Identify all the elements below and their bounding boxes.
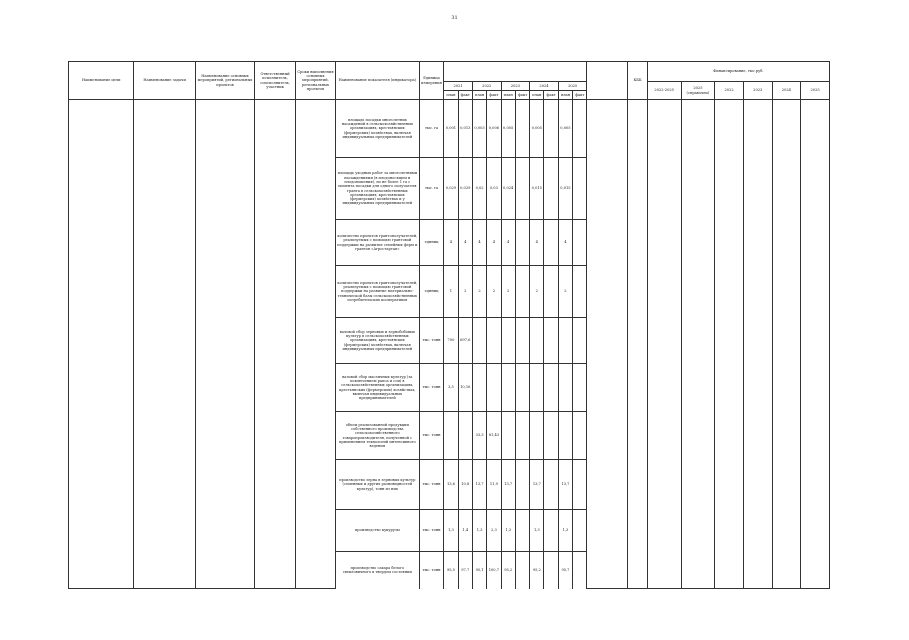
header-plan: план [444, 91, 458, 100]
header-terms: Сроки выполнения основных мероприятий, региональных проектов [296, 62, 336, 100]
unit-cell: тыс. тонн [419, 318, 444, 364]
value-cell: 4 [530, 220, 544, 266]
value-cell [544, 460, 558, 510]
value-cell: 95,2 [501, 552, 515, 589]
value-cell: 95,1 [472, 552, 486, 589]
value-cell: 0,029 [444, 158, 458, 220]
value-cell [544, 510, 558, 552]
value-cell: 4 [444, 220, 458, 266]
value-cell: 13,7 [472, 460, 486, 510]
value-cell [558, 412, 572, 460]
header-year: 2022 [472, 82, 501, 91]
value-cell [515, 318, 529, 364]
header-indicator: Наименование показателя (индикатора) [335, 62, 419, 100]
value-cell: 0,005 [530, 100, 544, 158]
unit-cell: тыс. тонн [419, 460, 444, 510]
finance-cell [772, 100, 801, 589]
header-fact: факт [487, 91, 501, 100]
value-cell: 2 [501, 266, 515, 318]
indicator-cell: производство сахара белого свекловичного в твердом состоянии [335, 552, 419, 589]
value-cell: 1,3 [530, 510, 544, 552]
header-fin-year: 2022 [715, 82, 744, 100]
value-cell [530, 318, 544, 364]
value-cell: 0,029 [458, 158, 472, 220]
finance-cell [681, 100, 715, 589]
finance-cell [715, 100, 744, 589]
unit-cell: тыс. га [419, 100, 444, 158]
value-cell [544, 266, 558, 318]
header-finance: Финансирование, тыс.руб. [647, 62, 829, 82]
header-plan: план [530, 91, 544, 100]
table-row [69, 100, 830, 158]
header-fin-year: 2025 [801, 82, 830, 100]
value-cell [444, 412, 458, 460]
value-cell [515, 460, 529, 510]
value-cell: 1,3 [501, 510, 515, 552]
value-cell [573, 364, 587, 412]
value-cell: 2 [558, 266, 572, 318]
value-cell [573, 220, 587, 266]
header-responsible: Ответственный исполнитель, соисполнитель, участник [255, 62, 296, 100]
finance-cell [743, 100, 772, 589]
value-cell [501, 364, 515, 412]
value-cell [501, 318, 515, 364]
task-cell [134, 100, 195, 589]
value-cell: 2 [530, 266, 544, 318]
value-cell: 4 [458, 220, 472, 266]
header-plan: план [558, 91, 572, 100]
value-cell: 81,43 [487, 412, 501, 460]
value-cell [544, 552, 558, 589]
header-goal: Наименование цели [69, 62, 134, 100]
value-cell: 13,7 [558, 460, 572, 510]
value-cell: 33,3 [472, 412, 486, 460]
header-year: 2023 [501, 82, 530, 91]
value-cell: 2 [458, 266, 472, 318]
value-cell: 1,4 [458, 510, 472, 552]
value-cell: 13,7 [501, 460, 515, 510]
value-cell [515, 100, 529, 158]
value-cell: 4 [501, 220, 515, 266]
unit-cell: тыс. тонн [419, 412, 444, 460]
value-cell [515, 158, 529, 220]
value-cell [515, 364, 529, 412]
value-cell [558, 318, 572, 364]
indicator-cell: площадь уходных работ за многолетними насаждениями (в плодоносящем и плодоношения), но не более 1 га с момента посадки для одного получателя гранта в сельскохозяйственных организациях, крестьянских (фермерских) хозяйствах и у индивидуальных предпринимателей [335, 158, 419, 220]
value-cell [573, 100, 587, 158]
value-cell: 700 [444, 318, 458, 364]
value-cell: 2 [487, 266, 501, 318]
value-cell [472, 364, 486, 412]
value-cell [573, 552, 587, 589]
value-cell: 1,3 [472, 510, 486, 552]
value-cell: 0,013 [458, 100, 472, 158]
header-events: Наименование основных мероприятий, региональных проектов [195, 62, 254, 100]
value-cell [544, 100, 558, 158]
value-cell [573, 318, 587, 364]
header-fact: факт [458, 91, 472, 100]
value-cell [544, 220, 558, 266]
value-cell [573, 412, 587, 460]
value-cell: 10,8 [458, 460, 472, 510]
value-cell: 0,024 [501, 158, 515, 220]
value-cell [573, 266, 587, 318]
indicator-cell: объем реализованной продукции собственного производства сельскохозяйственного товаропроизводителя, полученной с применением технологий интенсивного ведения [335, 412, 419, 460]
value-cell: 0,005 [501, 100, 515, 158]
indicator-cell: производство зерна в зерновых культур (семенных и других разновидностей культур), тонн из них [335, 460, 419, 510]
value-cell [530, 412, 544, 460]
value-cell [530, 364, 544, 412]
value-cell [558, 364, 572, 412]
value-cell: 0,015 [530, 158, 544, 220]
value-cell [515, 266, 529, 318]
value-cell: 11,9 [487, 460, 501, 510]
value-cell: 95,7 [558, 552, 572, 589]
value-cell: 0,001 [444, 100, 458, 158]
program-table [68, 61, 830, 589]
value-cell [544, 318, 558, 364]
header-blank [587, 62, 628, 100]
blank-cell [587, 100, 628, 589]
value-cell: 100,7 [487, 552, 501, 589]
header-year: 2024 [530, 82, 559, 91]
header-year: 2021 [444, 82, 473, 91]
value-cell: 2 [472, 266, 486, 318]
value-cell: 97,7 [458, 552, 472, 589]
value-cell [515, 510, 529, 552]
header-fact: факт [544, 91, 558, 100]
value-cell: 0,03 [487, 158, 501, 220]
finance-cell [801, 100, 830, 589]
value-cell: 3,5 [444, 364, 458, 412]
value-cell [544, 158, 558, 220]
value-cell [458, 412, 472, 460]
indicator-cell: производство кукурузы [335, 510, 419, 552]
header-fin-year: 2024 [772, 82, 801, 100]
header-kbk: КБК [628, 62, 647, 100]
unit-cell: тыс. га [419, 158, 444, 220]
header-year: 2025 [558, 82, 587, 91]
value-cell [544, 412, 558, 460]
goal-cell [69, 100, 134, 589]
value-cell: 1,3 [558, 510, 572, 552]
header-fin-year: 2025 (справочно) [681, 82, 715, 100]
indicator-cell: валовой сбор зерновых и зернобобовых культур в сельскохозяйственных организациях, крестьянских (фермерских) хозяйствах, включая индивидуальных предпринимателей [335, 318, 419, 364]
unit-cell: единиц [419, 266, 444, 318]
value-cell [573, 510, 587, 552]
value-cell [501, 412, 515, 460]
header-fin-year: 2023 [743, 82, 772, 100]
events-cell [195, 100, 254, 589]
value-cell: 1,3 [444, 510, 458, 552]
value-cell [515, 552, 529, 589]
value-cell [472, 318, 486, 364]
value-cell: 0,015 [558, 158, 572, 220]
header-plan: план [472, 91, 486, 100]
unit-cell: единиц [419, 220, 444, 266]
value-cell: 95,2 [530, 552, 544, 589]
header-fact: факт [573, 91, 587, 100]
unit-cell: тыс. тонн [419, 510, 444, 552]
indicator-cell: валовой сбор масличных культур (за исключением рапса и сои) в сельскохозяйственных организациях, крестьянских (фермерских) хозяйствах, включая индивидуальных предпринимателей [335, 364, 419, 412]
value-cell [487, 318, 501, 364]
value-cell [515, 412, 529, 460]
unit-cell: тыс. тонн [419, 552, 444, 589]
value-cell: 4 [558, 220, 572, 266]
value-cell: 10,16 [458, 364, 472, 412]
value-cell [515, 220, 529, 266]
header-unit: Единица измерения [419, 62, 444, 100]
finance-cell [647, 100, 681, 589]
value-cell: 95,5 [444, 552, 458, 589]
unit-cell: тыс. тонн [419, 364, 444, 412]
value-cell: 0,006 [487, 100, 501, 158]
kbk-cell [628, 100, 647, 589]
value-cell: 0,003 [472, 100, 486, 158]
value-cell: 13,7 [530, 460, 544, 510]
value-cell [573, 460, 587, 510]
page-number: 31 [451, 15, 458, 21]
header-fact: факт [515, 91, 529, 100]
header-plan: план [501, 91, 515, 100]
value-cell: 2,3 [487, 510, 501, 552]
terms-cell [296, 100, 336, 589]
header-values-blank [444, 62, 587, 82]
value-cell: 0,005 [558, 100, 572, 158]
indicator-cell: количество проектов грантополучателей, реализуемых с помощью грантовой поддержки на развитие семейных ферм и грантов «Агростартап» [335, 220, 419, 266]
value-cell: 4 [472, 220, 486, 266]
table-body [69, 100, 830, 589]
value-cell: 0,02 [472, 158, 486, 220]
value-cell: 697,6 [458, 318, 472, 364]
header-task: Наименование задачи [134, 62, 195, 100]
value-cell [573, 158, 587, 220]
value-cell: 1 [444, 266, 458, 318]
value-cell [487, 364, 501, 412]
header-fin-year: 2022-2025 [647, 82, 681, 100]
value-cell: 4 [487, 220, 501, 266]
indicator-cell: количество проектов грантополучателей, реализуемых с помощью грантовой поддержки на развитие материально-технической базы сельскохозяйственных потребительских кооперативов [335, 266, 419, 318]
responsible-cell [255, 100, 296, 589]
value-cell [544, 364, 558, 412]
indicator-cell: площадь посадки многолетних насаждений в сельскохозяйственных организациях, крестьянских (фермерских) хозяйствах, включая индивидуальных предпринимателей [335, 100, 419, 158]
value-cell: 13,6 [444, 460, 458, 510]
